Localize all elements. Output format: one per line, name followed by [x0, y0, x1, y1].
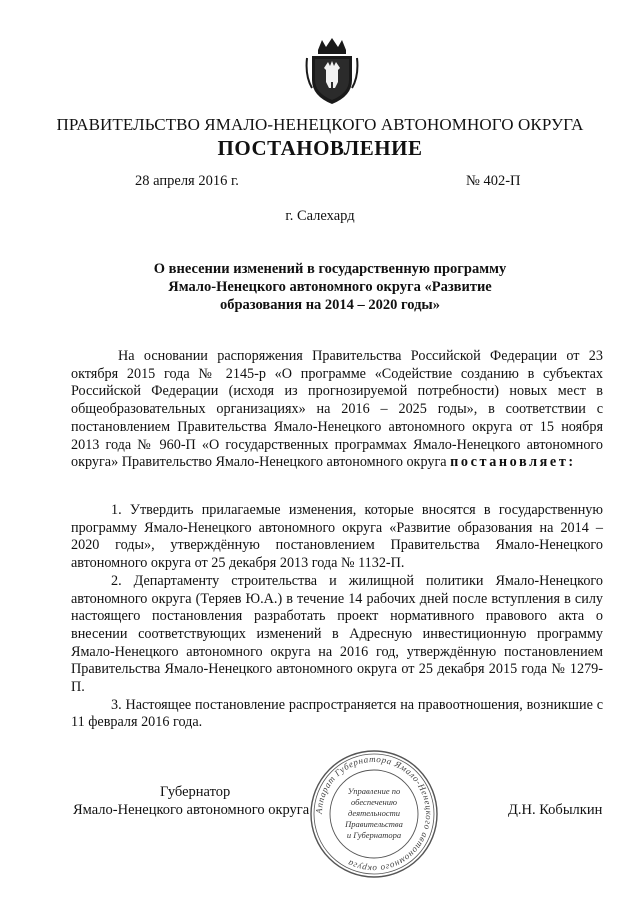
resolution-item: 2. Департаменту строительства и жилищной политики Ямало-Ненецкого автономного округа (Теряев Ю.А.) в течение 14 рабочих дней после вступления в силу настоящего постановления разработать проект нормативного правового акта о внесении соответствующих изменений в Адресную инвестиционную программу Ямало-Ненецкого автономного округа на 2016 год, утверждённую постановлением Правительства Ямало-Ненецкого автономного округа от 25 декабря 2015 года № 1279-П.: [71, 572, 603, 696]
document-title-line: образования на 2014 – 2020 годы»: [219, 297, 441, 313]
seal-line: и Губернатора: [346, 830, 402, 840]
document-type-heading: ПОСТАНОВЛЕНИЕ: [217, 136, 423, 160]
resolution-item: 1. Утвердить прилагаемые изменения, которые вносятся в государственную программу Ямало-Ненецкого автономного округа «Развитие образования на 2014 – 2020 годы», утверждённую постановлением Правительства Ямало-Ненецкого автономного округа от 25 декабря 2013 года № 1132-П.: [71, 502, 603, 572]
seal-line: обеспечению: [350, 797, 398, 807]
document-city: г. Салехард: [285, 208, 355, 224]
preamble-section: [71, 348, 603, 472]
document-title-line: О внесении изменений в государственную программу: [153, 261, 507, 277]
preamble-paragraph: [71, 348, 603, 472]
seal-line: деятельности: [347, 808, 401, 818]
organization-heading: ПРАВИТЕЛЬСТВО ЯМАЛО-НЕНЕЦКОГО АВТОНОМНОГО ОКРУГА: [56, 115, 584, 134]
signatory-name: Д.Н. Кобылкин: [508, 802, 603, 818]
seal-inner-text: [330, 786, 418, 841]
document-title-line: Ямало-Ненецкого автономного округа «Развитие: [168, 279, 492, 295]
resolution-item: 3. Настоящее постановление распространяется на правоотношения, возникшие с 11 февраля 2016 года.: [71, 696, 603, 731]
seal-ring-text: Аппарат Губернатора Ямало-Ненецкого автономного округа: [313, 753, 435, 875]
coat-of-arms-emblem: [304, 36, 360, 106]
resolution-items: [71, 502, 603, 732]
resolves-word: постановляет:: [450, 454, 576, 471]
preamble-text: На основании распоряжения Правительства Российской Федерации от 23 октября 2015 года № 2145-р «О программе «Содействие созданию в субъектах Российской Федерации (исходя из прогнозируемой потребности) новых мест в общеобразовательных организациях» на 2016 – 2025 годы», в соответствии с постановлением Правительства Ямало-Ненецкого автономного округа от 15 ноября 2013 года № 960-П «О государственных программах Ямало-Ненецкого автономного округа» Правительство Ямало-Ненецкого автономного округа: [71, 348, 603, 471]
signatory-title: Губернатор: [160, 784, 231, 800]
seal-line: Правительства: [345, 819, 403, 829]
document-number: № 402-П: [466, 173, 521, 189]
document-date: 28 апреля 2016 г.: [135, 173, 239, 189]
signatory-organization: Ямало-Ненецкого автономного округа: [73, 802, 310, 818]
document-title: [120, 260, 540, 314]
seal-line: Управление по: [347, 786, 401, 796]
